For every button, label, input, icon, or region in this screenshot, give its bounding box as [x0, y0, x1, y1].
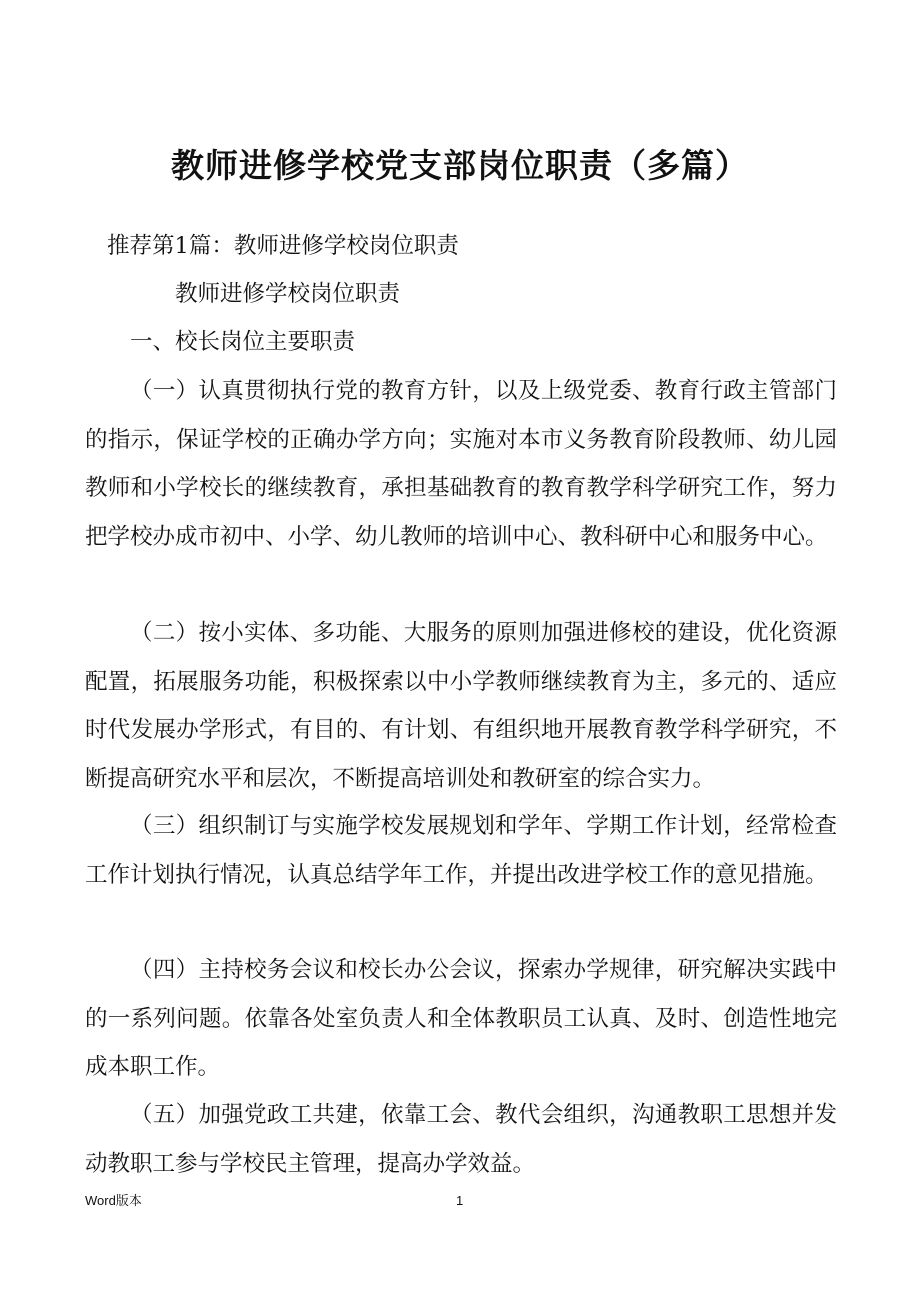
paragraph-4: （四）主持校务会议和校长办公会议，探索办学规律，研究解决实践中的一系列问题。依靠各处室负责人和全体教职员工认真、及时、创造性地完成本职工作。	[85, 957, 837, 1080]
paragraph-5: （五）加强党政工共建，依靠工会、教代会组织，沟通教职工思想并发动教职工参与学校民主管理，提高办学效益。	[85, 1102, 837, 1177]
document-subtitle: 教师进修学校岗位职责	[175, 281, 401, 307]
paragraph-1: （一）认真贯彻执行党的教育方针，以及上级党委、教育行政主管部门的指示，保证学校的正确办学方向；实施对本市义务教育阶段教师、幼儿园教师和小学校长的继续教育，承担基础教育的教育教学科学研究工作，努力把学校办成市初中、小学、幼儿教师的培训中心、教科研中心和服务中心。	[85, 378, 837, 550]
paragraph-2: （二）按小实体、多功能、大服务的原则加强进修校的建设，优化资源配置，拓展服务功能，积极探索以中小学教师继续教育为主，多元的、适应时代发展办学形式，有目的、有计划、有组织地开展教育教学科学研究，不断提高研究水平和层次，不断提高培训处和教研室的综合实力。	[85, 620, 837, 792]
section-heading: 一、校长岗位主要职责	[130, 329, 356, 355]
document-title: 教师进修学校党支部岗位职责（多篇）	[171, 146, 749, 185]
footer-label: Word版本	[85, 1193, 142, 1208]
paragraph-3: （三）组织制订与实施学校发展规划和学年、学期工作计划，经常检查工作计划执行情况，认真总结学年工作，并提出改进学校工作的意见措施。	[85, 813, 837, 888]
page-number: 1	[456, 1193, 464, 1208]
recommend-line: 推荐第1篇：教师进修学校岗位职责	[107, 233, 459, 259]
